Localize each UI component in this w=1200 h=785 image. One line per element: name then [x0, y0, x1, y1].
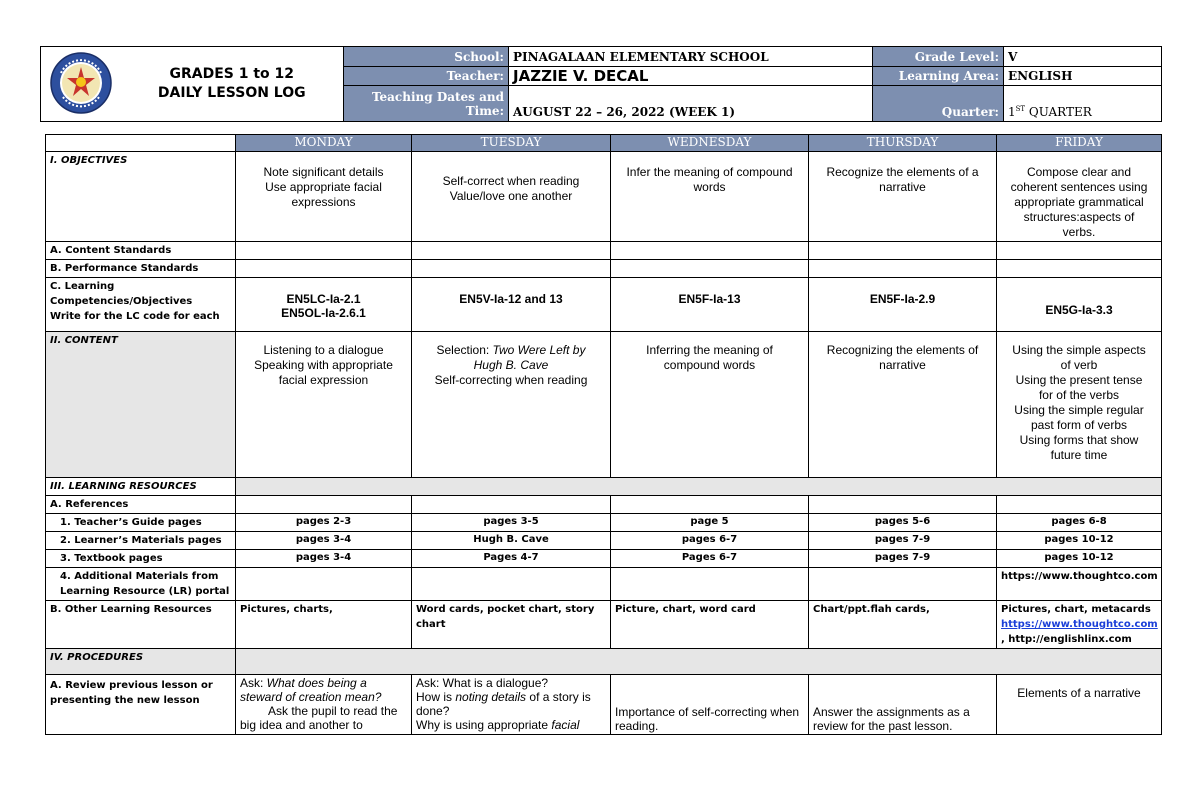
content-line: Speaking with appropriate: [254, 358, 393, 372]
thoughtco-link[interactable]: https://www.thoughtco.com: [1001, 619, 1158, 630]
procedures-band: [236, 649, 1162, 675]
objective-line: verbs.: [1062, 225, 1096, 239]
englishlinx-link-text: , http://englishlinx.com: [1001, 634, 1132, 645]
objective-line: appropriate grammatical: [1014, 195, 1144, 209]
title-line-1: GRADES 1 to 12: [169, 66, 295, 82]
lc-code-friday: EN5G-Ia-3.3: [997, 278, 1162, 332]
lc-code-wednesday: EN5F-Ia-13: [611, 278, 809, 332]
grade-level-value: V: [1004, 47, 1162, 67]
teachers-guide-label: 1. Teacher’s Guide pages: [46, 514, 236, 532]
lm-pages-friday: pages 10-12: [997, 532, 1162, 550]
content-friday: [997, 332, 1162, 478]
lc-code-tuesday: EN5V-Ia-12 and 13: [412, 278, 611, 332]
learning-area-label: Learning Area:: [873, 67, 1004, 86]
additional-materials-label-line: Learning Resource (LR) portal: [60, 586, 230, 597]
lc-code: EN5LC-Ia-2.1: [286, 292, 361, 306]
title-line-2: DAILY LESSON LOG: [157, 85, 306, 101]
quarter-label: Quarter:: [873, 86, 1004, 122]
tb-pages-wednesday: Pages 6-7: [611, 550, 809, 568]
review-label: [46, 675, 236, 735]
objective-line: coherent sentences using: [1010, 180, 1148, 194]
review-wednesday: Importance of self-correcting when reading.: [611, 675, 809, 735]
quarter-word: QUARTER: [1025, 105, 1092, 119]
objective-line: Compose clear and: [1026, 165, 1132, 179]
quarter-value: [1004, 86, 1162, 122]
review-label-line: A. Review previous lesson or: [50, 680, 213, 691]
lesson-log-header: [40, 46, 1162, 122]
procedures-label: IV. PROCEDURES: [46, 649, 236, 675]
content-line: Using the present tense: [1015, 373, 1143, 387]
content-monday: [236, 332, 412, 478]
learners-materials-row: [46, 532, 1162, 550]
review-emphasis: facial: [551, 718, 580, 732]
quarter-number: 1: [1008, 105, 1016, 119]
content-tuesday: [412, 332, 611, 478]
review-question: What does being a steward of creation mean?: [240, 676, 382, 704]
objective-line: Self-correct when reading: [442, 174, 580, 188]
daily-lesson-log-table: [45, 134, 1162, 735]
tg-pages-tuesday: pages 3-5: [412, 514, 611, 532]
day-header-wednesday: WEDNESDAY: [611, 135, 809, 152]
objective-line: narrative: [879, 180, 926, 194]
content-line: for of the verbs: [1038, 388, 1120, 402]
tb-pages-friday: pages 10-12: [997, 550, 1162, 568]
objectives-tuesday: [412, 152, 611, 242]
lesson-log-title: [121, 47, 344, 122]
competencies-label-line: Write for the LC code for each: [50, 311, 220, 322]
lm-pages-monday: pages 3-4: [236, 532, 412, 550]
tb-pages-monday: pages 3-4: [236, 550, 412, 568]
deped-seal-icon: [49, 51, 113, 115]
competencies-row: [46, 278, 1162, 332]
competencies-label: [46, 278, 236, 332]
content-line: of verb: [1060, 358, 1098, 372]
competencies-label-line: Competencies/Objectives: [50, 296, 193, 307]
lm-pages-wednesday: pages 6-7: [611, 532, 809, 550]
performance-standards-row: [46, 260, 1162, 278]
content-line: narrative: [879, 358, 926, 372]
ask-prefix: Ask:: [240, 676, 267, 690]
objectives-monday: [236, 152, 412, 242]
other-resources-friday: [997, 601, 1162, 649]
tg-pages-monday: pages 2-3: [236, 514, 412, 532]
review-label-line: presenting the new lesson: [50, 695, 200, 706]
teaching-dates-label-line-1: Teaching Dates and: [371, 89, 504, 104]
tg-pages-wednesday: page 5: [611, 514, 809, 532]
content-line: compound words: [663, 358, 756, 372]
objective-line: Recognize the elements of a: [826, 165, 979, 179]
other-resources-monday: Pictures, charts,: [236, 601, 412, 649]
content-row: [46, 332, 1162, 478]
lc-code-monday: [236, 278, 412, 332]
review-thursday: Answer the assignments as a review for the past lesson.: [809, 675, 997, 735]
other-resources-thursday: Chart/ppt.flah cards,: [809, 601, 997, 649]
review-monday: [236, 675, 412, 735]
content-line: Using the simple aspects: [1012, 343, 1146, 357]
grade-level-label: Grade Level:: [873, 47, 1004, 67]
review-question: Ask: What is a dialogue?: [416, 676, 549, 690]
other-resources-tuesday: Word cards, pocket chart, story chart: [412, 601, 611, 649]
objective-line: Note significant details: [263, 165, 384, 179]
tb-pages-tuesday: Pages 4-7: [412, 550, 611, 568]
competencies-label-line: C. Learning: [50, 281, 115, 292]
school-label: School:: [344, 47, 509, 67]
additional-materials-label-line: 4. Additional Materials from: [60, 571, 219, 582]
review-friday: Elements of a narrative: [997, 675, 1162, 735]
content-line: Self-correcting when reading: [434, 373, 588, 387]
day-header-monday: MONDAY: [236, 135, 412, 152]
teaching-dates-label-line-2: Time:: [465, 103, 504, 118]
tb-pages-thursday: pages 7-9: [809, 550, 997, 568]
other-resources-label: B. Other Learning Resources: [46, 601, 236, 649]
lc-code-thursday: EN5F-Ia-2.9: [809, 278, 997, 332]
references-row: [46, 496, 1162, 514]
review-text: How is: [416, 690, 456, 704]
objective-line: Infer the meaning of compound: [626, 165, 793, 179]
learning-resources-label: III. LEARNING RESOURCES: [46, 478, 236, 496]
tg-pages-thursday: pages 5-6: [809, 514, 997, 532]
objectives-row: [46, 152, 1162, 242]
objectives-wednesday: [611, 152, 809, 242]
selection-title: Two Were Left by: [492, 343, 586, 357]
review-text: Why is using appropriate: [416, 718, 552, 732]
selection-author: Hugh B. Cave: [473, 358, 549, 372]
lm-pages-thursday: pages 7-9: [809, 532, 997, 550]
review-instruction: Ask the pupil to read the big idea and another to: [240, 704, 398, 732]
day-header-thursday: THURSDAY: [809, 135, 997, 152]
objective-line: Use appropriate facial: [265, 180, 382, 194]
other-resources-line: Pictures, chart, metacards: [1001, 604, 1151, 615]
review-tuesday: [412, 675, 611, 735]
objectives-friday: [997, 152, 1162, 242]
review-emphasis: noting details: [455, 690, 527, 704]
teachers-guide-row: [46, 514, 1162, 532]
review-question: [416, 690, 606, 718]
objectives-label: I. OBJECTIVES: [46, 152, 236, 242]
teaching-dates-label: [344, 86, 509, 122]
day-header-tuesday: TUESDAY: [412, 135, 611, 152]
learning-resources-row: [46, 478, 1162, 496]
review-text: of a story is done?: [416, 690, 591, 718]
quarter-ordinal: ST: [1015, 105, 1026, 113]
textbook-row: [46, 550, 1162, 568]
content-line: Using the simple regular: [1014, 403, 1144, 417]
textbook-label: 3. Textbook pages: [46, 550, 236, 568]
objective-line: Value/love one another: [449, 189, 573, 203]
objective-line: expressions: [291, 195, 356, 209]
teacher-label: Teacher:: [344, 67, 509, 86]
content-line: past form of verbs: [1030, 418, 1128, 432]
learning-resources-band: [236, 478, 1162, 496]
content-line: [416, 343, 606, 358]
additional-materials-label: [46, 568, 236, 601]
performance-standards-label: B. Performance Standards: [46, 260, 236, 278]
content-line: facial expression: [278, 373, 369, 387]
lc-code: EN5OL-Ia-2.6.1: [281, 306, 366, 320]
content-standards-label: A. Content Standards: [46, 242, 236, 260]
content-standards-row: [46, 242, 1162, 260]
objective-line: words: [693, 180, 726, 194]
review-row: [46, 675, 1162, 735]
additional-materials-friday: https://www.thoughtco.com: [997, 568, 1162, 601]
deped-seal-cell: [41, 47, 121, 122]
learners-materials-label: 2. Learner’s Materials pages: [46, 532, 236, 550]
objective-line: structures:aspects of: [1023, 210, 1135, 224]
content-label: II. CONTENT: [46, 332, 236, 478]
other-resources-wednesday: Picture, chart, word card: [611, 601, 809, 649]
school-value: PINAGALAAN ELEMENTARY SCHOOL: [509, 47, 873, 67]
learning-area-value: ENGLISH: [1004, 67, 1162, 86]
content-line: Using forms that show: [1019, 433, 1139, 447]
content-wednesday: [611, 332, 809, 478]
teacher-value: JAZZIE V. DECAL: [509, 67, 873, 86]
review-question: [416, 718, 606, 732]
procedures-row: [46, 649, 1162, 675]
content-line: future time: [1050, 448, 1108, 462]
corner-cell: [46, 135, 236, 152]
content-line: Listening to a dialogue: [263, 343, 384, 357]
teaching-dates-value: AUGUST 22 – 26, 2022 (WEEK 1): [509, 86, 873, 122]
selection-label: Selection:: [436, 343, 493, 357]
tg-pages-friday: pages 6-8: [997, 514, 1162, 532]
references-label: A. References: [46, 496, 236, 514]
content-thursday: [809, 332, 997, 478]
content-line: Inferring the meaning of: [646, 343, 773, 357]
objectives-thursday: [809, 152, 997, 242]
lm-pages-tuesday: Hugh B. Cave: [412, 532, 611, 550]
other-resources-row: [46, 601, 1162, 649]
content-line: Recognizing the elements of: [826, 343, 979, 357]
additional-materials-row: [46, 568, 1162, 601]
day-header-friday: FRIDAY: [997, 135, 1162, 152]
